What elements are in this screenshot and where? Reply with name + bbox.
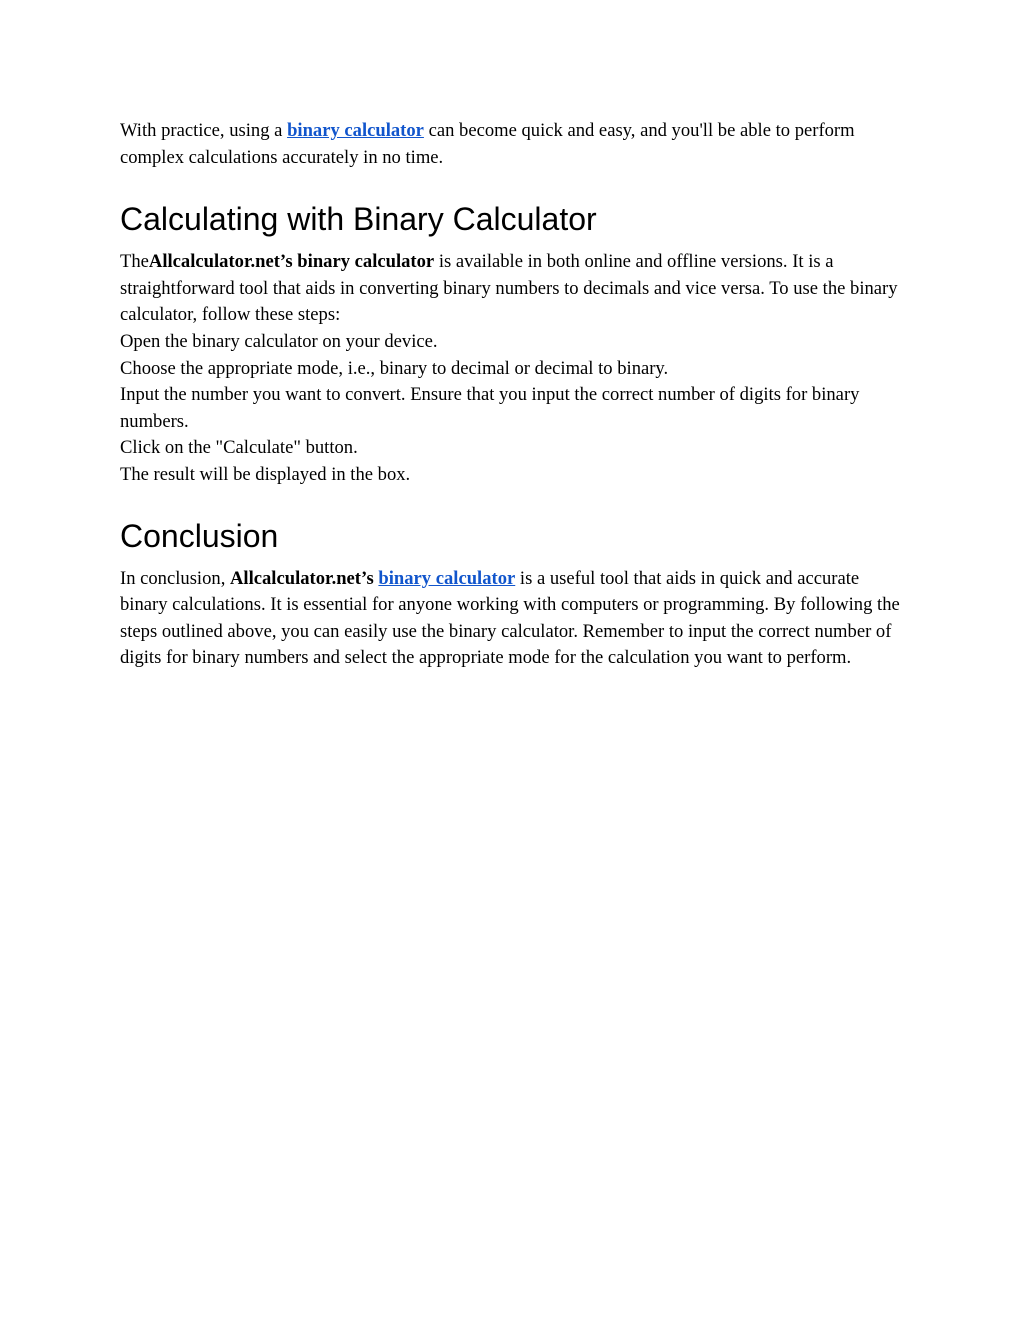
conclusion-text-before: In conclusion,: [120, 567, 230, 589]
binary-calculator-link[interactable]: binary calculator: [287, 120, 424, 141]
intro-paragraph: [120, 118, 910, 171]
step-line: Open the binary calculator on your device.: [120, 330, 438, 352]
document-body: [120, 118, 910, 672]
conclusion-text-after: is a useful tool that aids in quick and accurate binary calculations. It is essential for anyone working with computers or programming. By following the steps outlined above, you can easily use the binary calculator. Remember to input the correct number of digits for binary numbers and select the appropriate mode for the calculation you want to perform.: [120, 567, 900, 669]
calculating-heading: Calculating with Binary Calculator: [120, 201, 597, 238]
calculating-lead-paragraph: [120, 249, 910, 329]
lead-the: The: [120, 251, 149, 273]
step-line: The result will be displayed in the box.: [120, 463, 411, 485]
intro-text-before: With practice, using a: [120, 120, 288, 141]
conclusion-paragraph: [120, 566, 910, 672]
step-line: Choose the appropriate mode, i.e., binary to decimal or decimal to binary.: [120, 357, 669, 379]
step-line: Click on the "Calculate" button.: [120, 437, 358, 459]
lead-bold-site-name: Allcalculator.net’s binary calculator: [148, 251, 435, 273]
binary-calculator-link[interactable]: binary calculator: [378, 567, 516, 589]
conclusion-bold-site-name: Allcalculator.net’s: [230, 567, 374, 589]
step-line: Input the number you want to convert. Ensure that you input the correct number of digits for binary numbers.: [120, 384, 860, 432]
intro-text-after: can become quick and easy, and you'll be able to perform complex calculations accurately in no time.: [120, 120, 855, 168]
conclusion-heading: Conclusion: [120, 517, 279, 554]
lead-rest: is available in both online and offline versions. It is a straightforward tool that aids in converting binary numbers to decimals and vice versa. To use the binary calculator, follow these steps:: [120, 251, 898, 326]
